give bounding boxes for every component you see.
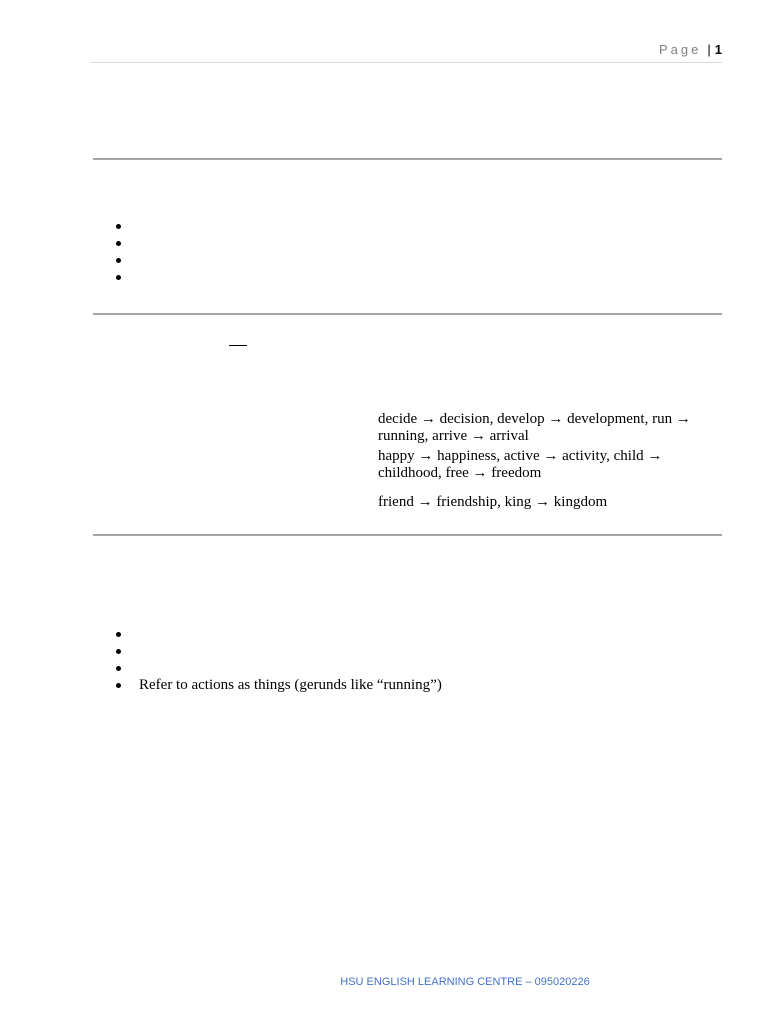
list-item-text: Refer to actions as things (gerunds like “running”) [139, 677, 442, 693]
header-rule [90, 62, 722, 63]
bullet-icon [116, 666, 121, 671]
bullet-icon [116, 258, 121, 263]
page-footer: HSU ENGLISH LEARNING CENTRE – 095020226 [340, 976, 590, 988]
section-divider [93, 534, 722, 536]
list-item [116, 643, 442, 660]
page-header [659, 42, 722, 57]
page-separator: | [707, 42, 711, 57]
bullet-icon [116, 683, 121, 688]
example-word-forms-3: friend → friendship, king → kingdom [378, 494, 608, 510]
example-word-forms-2: happy → happiness, active → activity, child → childhood, free → freedom [378, 448, 663, 481]
page-number: 1 [714, 42, 722, 57]
list-item [116, 626, 442, 643]
bullet-icon [116, 275, 121, 280]
example-word-forms-1: decide → decision, develop → development, run → running, arrive → arrival [378, 411, 691, 444]
bullet-icon [116, 649, 121, 654]
list-item [116, 660, 442, 677]
bullet-icon [116, 241, 121, 246]
bullet-list-1 [116, 218, 139, 286]
list-item [116, 677, 442, 694]
list-item [116, 218, 139, 235]
list-item [116, 252, 139, 269]
em-dash-line [229, 345, 247, 346]
list-item [116, 235, 139, 252]
section-divider [93, 313, 722, 315]
list-item [116, 269, 139, 286]
bullet-icon [116, 632, 121, 637]
bullet-list-2 [116, 626, 442, 694]
page-word: Page [659, 42, 702, 57]
bullet-icon [116, 224, 121, 229]
section-divider [93, 158, 722, 160]
